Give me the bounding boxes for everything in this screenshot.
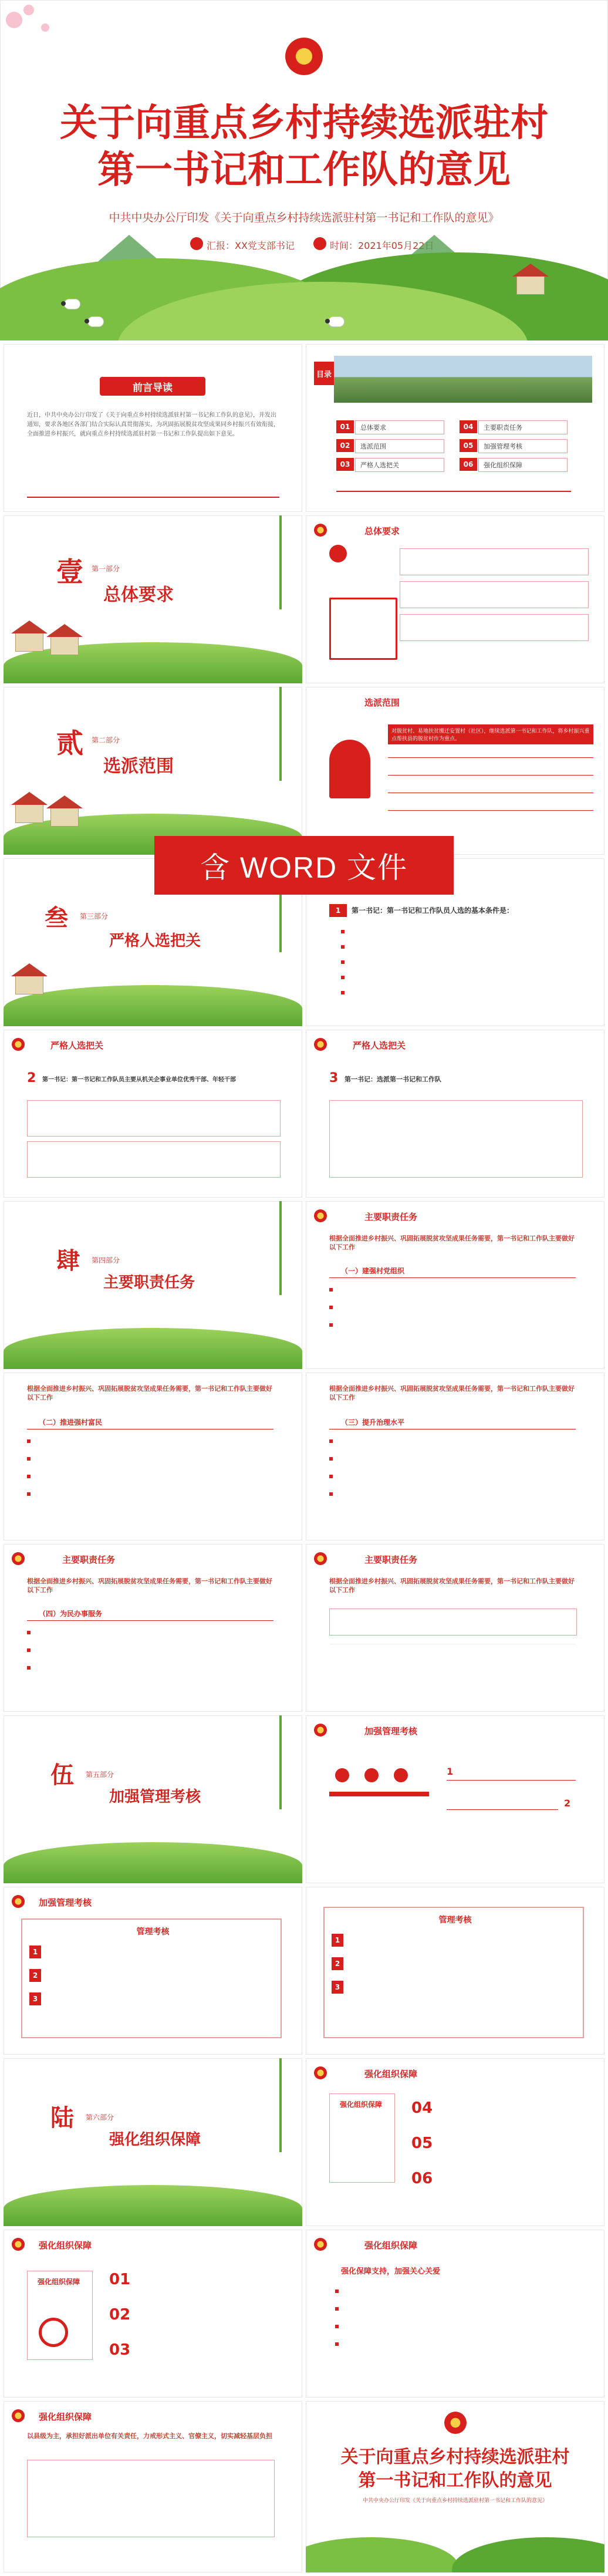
content-slide [4,1030,302,1198]
content-slide [306,1544,604,1712]
support-heading: 强化保障支持，加强关心关爱 [341,2267,441,2276]
bamboo [279,1201,282,1295]
list-bullet [27,1647,273,1655]
duties-head: 根据全面推进乡村振兴、巩固拓展脱贫攻坚成果任务需要，第一书记和工作队主要做好以下工作 [329,1235,575,1251]
content-slide [306,1201,604,1369]
national-emblem-icon [285,38,323,75]
toc-slide [306,344,604,512]
person-icon [394,1768,408,1782]
date-icon [313,237,326,250]
grass [4,1328,302,1369]
sheep [329,317,344,326]
text-card [27,2460,275,2537]
bamboo [279,687,282,781]
toc-num: 05 [460,439,477,452]
slide-title: 主要职责任务 [364,1555,418,1565]
step-number: 3 [332,1981,343,1994]
cover-date: 时间：2021年05月22日 [330,240,434,251]
slide-subtitle: 第一书记：第一书记和工作队员人选的基本条件是： [352,906,514,915]
bamboo [279,515,282,609]
speaker-podium-icon [329,740,370,798]
house [50,808,79,827]
slide-title: 强化组织保障 [364,2240,418,2251]
duty-heading: （四）为民办事服务 [39,1610,103,1618]
list-bullet [335,2288,582,2297]
house [15,804,43,823]
section-part: 第三部分 [80,912,109,921]
toc-item[interactable] [355,420,444,434]
mgmt-card [323,1907,584,2038]
bamboo [279,2058,282,2152]
slide-title: 强化组织保障 [39,2412,92,2422]
step-number: 3 [29,1992,41,2005]
word-file-badge: 含 WORD 文件 [154,836,454,895]
emblem-icon [12,1552,25,1565]
step-number: 2 [332,1957,343,1970]
toc-item[interactable] [478,439,568,453]
person-icon [364,1768,379,1782]
national-emblem-icon [444,2412,467,2434]
divider [27,497,279,498]
range-head: 对脱贫村、易地扶贫搬迁安置村（社区），继续选派第一书记和工作队，将乡村振兴重点帮扶县的脱贫村作为重点。 [388,724,593,744]
slide-title: 强化组织保障 [39,2240,92,2251]
grass [4,985,302,1026]
section-part: 第六部分 [86,2113,114,2122]
text-card [329,1609,577,1636]
section-mark: 陆 [50,2104,74,2132]
emblem-icon [314,1724,327,1737]
hill [452,2537,604,2572]
divider [447,1809,558,1810]
preface-slide [4,344,302,512]
grass [4,642,302,683]
list-bullet [27,1474,273,1482]
content-slide [306,2058,604,2226]
list-bullet [27,1491,273,1499]
divider [388,757,593,758]
emblem-icon [12,2409,25,2422]
emblem-icon [314,2066,327,2079]
section-mark: 壹 [56,556,83,588]
list-bullet [27,1665,273,1673]
list-bullet [341,959,576,967]
duty-heading: （三）提升治理水平 [341,1418,405,1427]
magnifier-icon [39,2318,68,2347]
section-title: 强化组织保障 [109,2131,201,2149]
emblem-icon [12,2238,25,2251]
closing-slide [306,2401,604,2572]
emblem-icon [314,1209,327,1222]
list-bullet [341,929,576,937]
section-title: 严格人选把关 [109,932,201,950]
toc-label: 目录 [314,362,334,385]
list-bullet [335,2324,582,2332]
slide-title: 总体要求 [364,526,400,537]
step-number: 1 [329,904,347,917]
slide-subtitle: 第一书记：第一书记和工作队员主要从机关企事业单位优秀干部、年轻干部 [42,1077,236,1083]
duty-heading: （一）建强村党组织 [341,1267,405,1275]
toc-item[interactable] [478,420,568,434]
landscape-photo [334,356,592,403]
divider [388,810,593,811]
section-mark: 贰 [56,727,83,759]
emblem-icon [314,524,327,537]
text-card [27,1100,281,1137]
list-bullet [329,1438,576,1447]
list-bullet [27,1630,273,1638]
step-number: 2 [29,1969,41,1982]
section-slide [4,687,302,855]
closing-subtitle: 中共中央办公厅印发《关于向重点乡村持续选派驻村第一书记和工作队的意见》 [362,2498,548,2504]
list-bullet [341,944,576,952]
slide-title: 强化组织保障 [364,2069,418,2079]
step-number: 06 [411,2170,433,2187]
content-slide [306,1715,604,1883]
divider [447,1780,576,1781]
step-number: 3 [329,1071,339,1085]
text-card [400,581,589,608]
list-bullet [341,975,576,983]
content-slide [4,2230,302,2398]
closing-title-line1: 关于向重点乡村持续选派驻村 [340,2447,570,2467]
org-card-title: 强化组织保障 [339,2100,382,2109]
toc-num: 01 [336,420,354,433]
sheep [88,317,103,326]
cover-title-line1: 关于向重点乡村持续选派驻村 [60,101,548,145]
slide-title: 加强管理考核 [364,1726,418,1737]
hill [306,2537,458,2572]
preface-title: 前言导读 [100,377,205,396]
divider [388,775,593,776]
list-bullet [329,1491,576,1499]
slide-title: 主要职责任务 [62,1555,116,1565]
content-slide [306,1373,604,1540]
house [15,976,43,994]
toc-item[interactable] [478,458,568,472]
closing-title-line2: 第一书记和工作队的意见 [358,2470,552,2491]
slide-title: 选派范围 [364,697,400,708]
emblem-icon [12,1038,25,1051]
mgmt-card-title: 管理考核 [136,1927,170,1937]
section-slide [4,515,302,683]
mgmt-card-title: 管理考核 [438,1916,472,1925]
section-mark: 伍 [50,1761,74,1789]
slide-subtitle: 第一书记：选派第一书记和工作队 [344,1075,441,1083]
emblem-icon [12,1895,25,1908]
toc-num: 02 [336,439,354,452]
section-slide [4,1201,302,1369]
slide-title: 严格人选把关 [50,1040,104,1051]
org-card-title: 强化组织保障 [37,2278,80,2286]
mgmt-number: 2 [564,1798,571,1809]
toc-num: 03 [336,458,354,471]
content-slide [306,1030,604,1198]
toc-item[interactable] [355,458,444,472]
toc-item-label: 选派范围 [360,443,386,450]
duties-head: 根据全面推进乡村振兴、巩固拓展脱贫攻坚成果任务需要，第一书记和工作队主要做好以下工作 [27,1577,272,1594]
step-number: 1 [29,1946,41,1958]
section-title: 加强管理考核 [109,1788,201,1806]
content-slide [306,1887,604,2055]
person-icon [335,1768,349,1782]
mgmt-number: 1 [447,1766,454,1777]
emblem-icon [314,2238,327,2251]
sheep [65,299,80,309]
toc-item-label: 加强管理考核 [484,443,522,450]
section-mark: 肆 [56,1247,80,1274]
content-slide [4,1544,302,1712]
list-bullet [329,1304,576,1313]
toc-item-label: 强化组织保障 [484,461,522,469]
content-slide [306,687,604,855]
duties-head: 根据全面推进乡村振兴、巩固拓展脱贫攻坚成果任务需要，第一书记和工作队主要做好以下工作 [329,1577,575,1594]
grass [4,2185,302,2226]
list-bullet [329,1287,576,1295]
duties-head: 根据全面推进乡村振兴、巩固拓展脱贫攻坚成果任务需要，第一书记和工作队主要做好以下工作 [27,1385,272,1401]
duty-heading: （二）推进强村富民 [39,1418,103,1427]
emblem-icon [314,1038,327,1051]
section-part: 第一部分 [92,565,120,573]
step-number: 1 [332,1934,343,1947]
slide-title: 严格人选把关 [353,1040,406,1051]
list-bullet [329,1474,576,1482]
text-card [400,548,589,575]
house [50,636,79,655]
person-icon [329,545,347,562]
divider [336,491,571,492]
section-title: 总体要求 [103,585,174,605]
paragraph [329,1644,576,1691]
divider [27,1620,273,1621]
list-bullet [27,1438,273,1447]
presentation-board-icon [329,598,397,660]
toc-num: 04 [460,420,477,433]
section-slide [4,1715,302,1883]
cover-reporter: 汇报：XX党支部书记 [207,240,295,251]
org-last-head: 以县级为主，承担好派出单位有关责任，力戒形式主义、官僚主义，切实减轻基层负担 [27,2432,272,2440]
text-card [329,1100,583,1178]
blossom [6,12,22,28]
step-number: 04 [411,2099,433,2117]
section-title: 主要职责任务 [103,1274,195,1292]
house [516,276,545,295]
blossom [23,5,34,15]
content-slide [306,515,604,683]
emblem-icon [314,1552,327,1565]
house [15,633,43,652]
step-number: 03 [109,2341,131,2359]
bamboo [279,1715,282,1809]
duties-head: 根据全面推进乡村振兴、巩固拓展脱贫攻坚成果任务需要，第一书记和工作队主要做好以下工作 [329,1385,575,1401]
text-card [400,614,589,641]
content-slide [4,2401,302,2572]
list-bullet [341,990,576,998]
step-number: 05 [411,2135,433,2152]
step-number: 01 [109,2271,131,2288]
toc-item-label: 总体要求 [360,424,386,431]
cover-slide [0,0,608,340]
list-bullet [329,1456,576,1464]
divider [329,1277,576,1278]
preface-text: 近日，中共中央办公厅印发了《关于向重点乡村持续选派驻村第一书记和工作队的意见》，并发出通知，要求各地区各部门结合实际认真贯彻落实。为巩固拓展脱贫攻坚成果同乡村振兴有效衔接，全面推进乡村振兴，就向重点乡村持续选派驻村第一书记和工作队提出如下意见。 [27,412,279,437]
step-number: 02 [109,2306,131,2324]
section-title: 选派范围 [103,756,174,777]
toc-item-label: 主要职责任务 [484,424,522,431]
slide-title: 加强管理考核 [39,1897,92,1908]
content-slide [306,2230,604,2398]
list-bullet [329,1322,576,1330]
blossom [41,23,49,32]
toc-item-label: 严格人选把关 [360,461,399,469]
grass [4,1842,302,1883]
slide-title: 主要职责任务 [364,1212,418,1222]
step-number: 2 [27,1071,36,1085]
content-slide [4,1887,302,2055]
text-card [27,1141,281,1178]
toc-item[interactable] [355,439,444,453]
list-bullet [27,1456,273,1464]
section-part: 第二部分 [92,736,120,744]
toc-num: 06 [460,458,477,471]
list-bullet [335,2341,582,2349]
section-part: 第四部分 [92,1256,120,1265]
cover-title-line2: 第一书记和工作队的意见 [97,148,511,192]
content-slide [4,1373,302,1540]
list-bullet [335,2306,582,2314]
section-slide [4,2058,302,2226]
cover-subtitle: 中共中央办公厅印发《关于向重点乡村持续选派驻村第一书记和工作队的意见》 [109,211,499,224]
section-part: 第五部分 [86,1771,114,1779]
section-mark: 叁 [45,904,68,932]
